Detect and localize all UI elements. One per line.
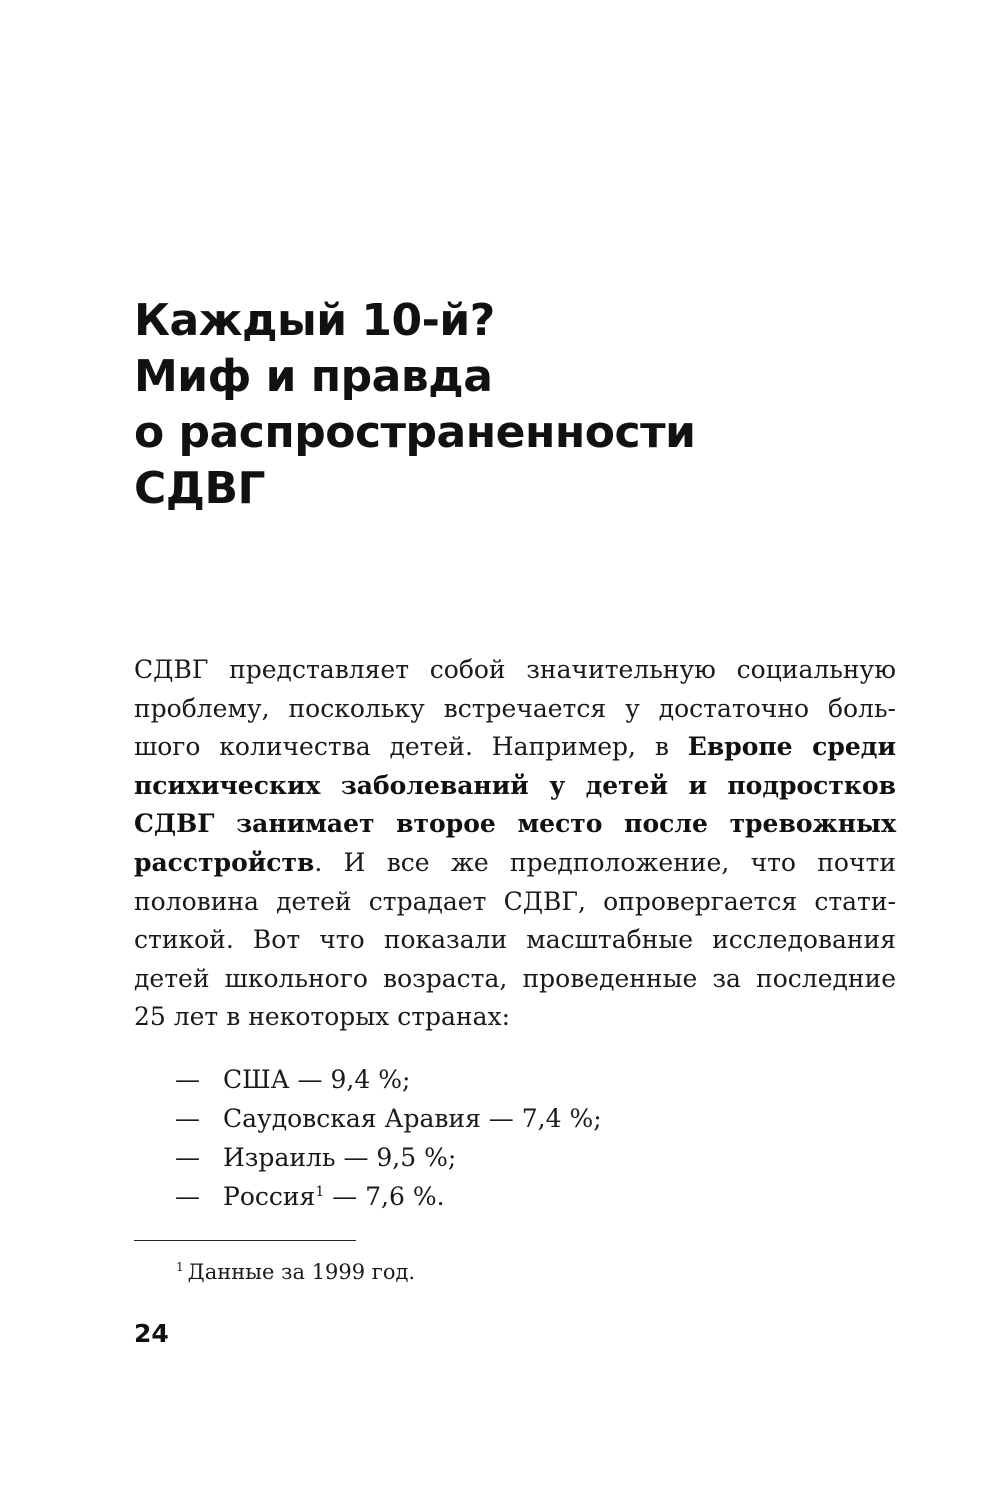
chapter-title-line: о распространенности (134, 407, 696, 458)
emphasis-text: СДВГ занимает второе место после тревожных (134, 809, 896, 839)
list-dash: — (175, 1143, 200, 1172)
page-number: 24 (134, 1319, 169, 1348)
footnote-reference[interactable]: 1 (315, 1184, 325, 1200)
footnote-mark: 1 (176, 1260, 184, 1274)
list-item-country: Россия (223, 1182, 316, 1211)
paragraph-line (134, 767, 896, 806)
footnote-text: Данные за 1999 год. (187, 1260, 416, 1284)
paragraph-line: стикой. Вот что показали масштабные исследования (134, 925, 896, 955)
list-dash: — (175, 1182, 200, 1211)
emphasis-text: психических заболеваний у детей и подростков (134, 770, 896, 800)
paragraph-line: СДВГ представляет собой значительную социальную (134, 655, 896, 684)
paragraph-line: проблему, поскольку встречается у достаточно боль- (134, 693, 896, 723)
body-paragraph (134, 651, 896, 1037)
list-dash: — (175, 1065, 200, 1094)
list-item-text: США — 9,4 %; (223, 1065, 411, 1094)
paragraph-line (134, 728, 896, 767)
chapter-title-line: Каждый 10-й? (134, 295, 495, 346)
paragraph-line: половина детей страдает СДВГ, опровергается стати- (134, 886, 896, 916)
paragraph-text: . И все же предположение, что почти (314, 847, 896, 877)
paragraph-line (134, 805, 896, 844)
paragraph-line: детей школьного возраста, проведенные за последние (134, 963, 896, 993)
chapter-title-line: СДВГ (134, 463, 266, 514)
paragraph-line (134, 844, 896, 883)
footnote-divider (134, 1240, 356, 1241)
chapter-title (134, 293, 934, 517)
paragraph-line: 25 лет в некоторых странах: (134, 1002, 511, 1032)
list-item-value: — 7,6 %. (324, 1182, 445, 1211)
list-item-text: Саудовская Аравия — 7,4 %; (223, 1104, 602, 1133)
footnote (176, 1257, 415, 1287)
list-item (175, 1177, 602, 1216)
emphasis-text: расстройств (134, 847, 315, 877)
emphasis-text: Европе среди (687, 732, 896, 762)
chapter-title-line: Миф и правда (134, 351, 493, 402)
country-stats-list (175, 1060, 602, 1216)
list-item (175, 1138, 602, 1177)
paragraph-text: шого количества детей. Например, в (134, 732, 688, 762)
list-item-text: Израиль — 9,5 %; (223, 1143, 457, 1172)
list-item (175, 1060, 602, 1099)
list-item (175, 1099, 602, 1138)
list-dash: — (175, 1104, 200, 1133)
